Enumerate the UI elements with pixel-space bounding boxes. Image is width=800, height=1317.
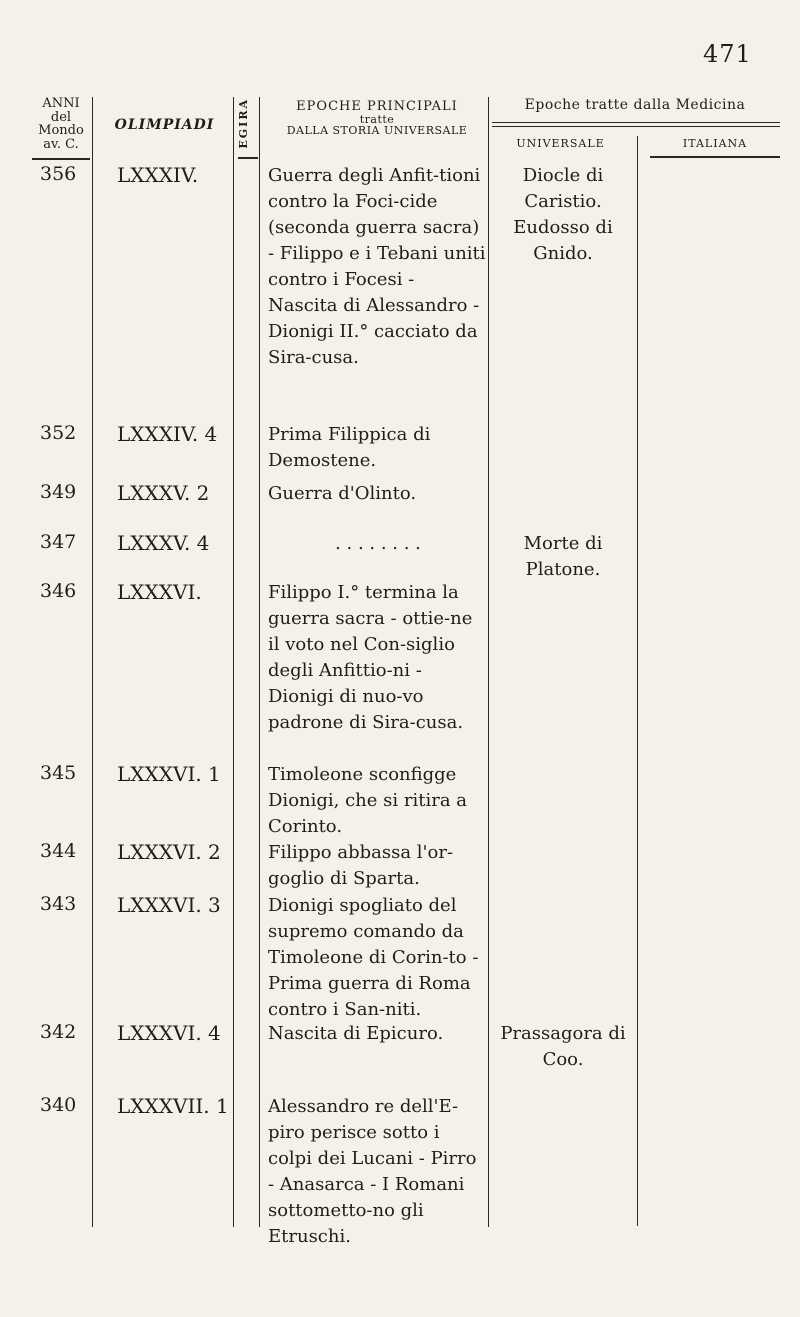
year-cell: 344 xyxy=(40,840,77,862)
event-cell: Alessandro re dell'E-piro perisce sotto i colpi dei Lucani - Pirro - Anasarca - I Romani sottometto-no gli Etruschi. xyxy=(268,1096,477,1247)
header-universale: UNIVERSALE xyxy=(516,137,605,150)
olympiad-cell: LXXXV. 2 xyxy=(117,481,210,505)
header-anni-line: del xyxy=(50,109,72,125)
event-cell: Guerra degli Anfit-tioni contro la Foci-cide (seconda guerra sacra) - Filippo e i Tebani uniti contro i Focesi - Nascita di Alessandro - Dionigi II.° cacciato da Sira-cusa. xyxy=(268,165,486,368)
olympiad-cell: LXXXVI. 4 xyxy=(117,1021,221,1045)
event-cell: Prima Filippica di Demostene. xyxy=(268,424,431,471)
header-olimpiadi: OLIMPIADI xyxy=(114,117,215,133)
year-cell: 342 xyxy=(40,1021,77,1043)
year-cell: 347 xyxy=(40,531,77,553)
year-cell: 340 xyxy=(40,1094,77,1116)
event-cell: Nascita di Epicuro. xyxy=(268,1023,444,1044)
header-anni-line: Mondo xyxy=(38,123,84,139)
year-cell: 356 xyxy=(40,163,77,185)
event-cell: Filippo I.° termina la guerra sacra - ottie-ne il voto nel Con-siglio degli Anfittio-ni - Dionigi di nuo-vo padrone di Sira-cusa. xyxy=(268,582,473,733)
header-egira-label: EGIRA xyxy=(237,98,251,149)
olympiad-cell: LXXXVI. 2 xyxy=(117,840,221,864)
event-cell: . . . . . . . . xyxy=(335,533,421,554)
olympiad-cell: LXXXVI. xyxy=(117,580,202,604)
header-rule-italiana xyxy=(650,156,780,158)
event-cell: Filippo abbassa l'or-goglio di Sparta. xyxy=(268,842,454,889)
column-rule-egira xyxy=(259,97,260,1227)
header-rule-med-double xyxy=(492,122,780,127)
header-egira xyxy=(233,98,255,156)
olympiad-cell: LXXXIV. xyxy=(117,163,199,187)
header-epoche-title: EPOCHE PRINCIPALI xyxy=(296,99,458,114)
medicina-universale-cell: Prassagora di Coo. xyxy=(500,1023,626,1070)
header-medicina: Epoche tratte dalla Medicina xyxy=(524,97,746,113)
column-rule-anni xyxy=(92,97,93,1227)
medicina-universale-cell: Morte di Platone. xyxy=(523,533,603,580)
event-cell: Guerra d'Olinto. xyxy=(268,483,417,504)
olympiad-cell: LXXXVI. 1 xyxy=(117,762,221,786)
header-epoche xyxy=(266,100,488,137)
header-rule-anni xyxy=(32,158,90,160)
olympiad-cell: LXXXV. 4 xyxy=(117,531,210,555)
column-rule-olimpiadi xyxy=(233,97,234,1227)
year-cell: 343 xyxy=(40,893,77,915)
olympiad-cell: LXXXIV. 4 xyxy=(117,422,218,446)
olympiad-cell: LXXXVII. 1 xyxy=(117,1094,229,1118)
medicina-universale-cell: Diocle di Caristio. Eudosso di Gnido. xyxy=(513,165,613,264)
event-cell: Timoleone sconfigge Dionigi, che si ritira a Corinto. xyxy=(268,764,468,837)
header-epoche-sub2: DALLA STORIA UNIVERSALE xyxy=(286,124,468,138)
year-cell: 349 xyxy=(40,481,77,503)
header-anni-line: ANNI xyxy=(42,96,80,111)
year-cell: 352 xyxy=(40,422,77,444)
page-number: 471 xyxy=(703,40,752,68)
event-cell: Dionigi spogliato del supremo comando da Timoleone di Corin-to - Prima guerra di Roma contro i San-niti. xyxy=(268,895,479,1020)
header-anni-line: av. C. xyxy=(43,136,79,152)
year-cell: 346 xyxy=(40,580,77,602)
year-cell: 345 xyxy=(40,762,77,784)
header-italiana: ITALIANA xyxy=(682,137,748,150)
header-rule-egira xyxy=(238,157,258,159)
header-epoche-sub1: tratte xyxy=(359,112,395,126)
header-anni xyxy=(30,97,92,152)
olympiad-cell: LXXXVI. 3 xyxy=(117,893,221,917)
